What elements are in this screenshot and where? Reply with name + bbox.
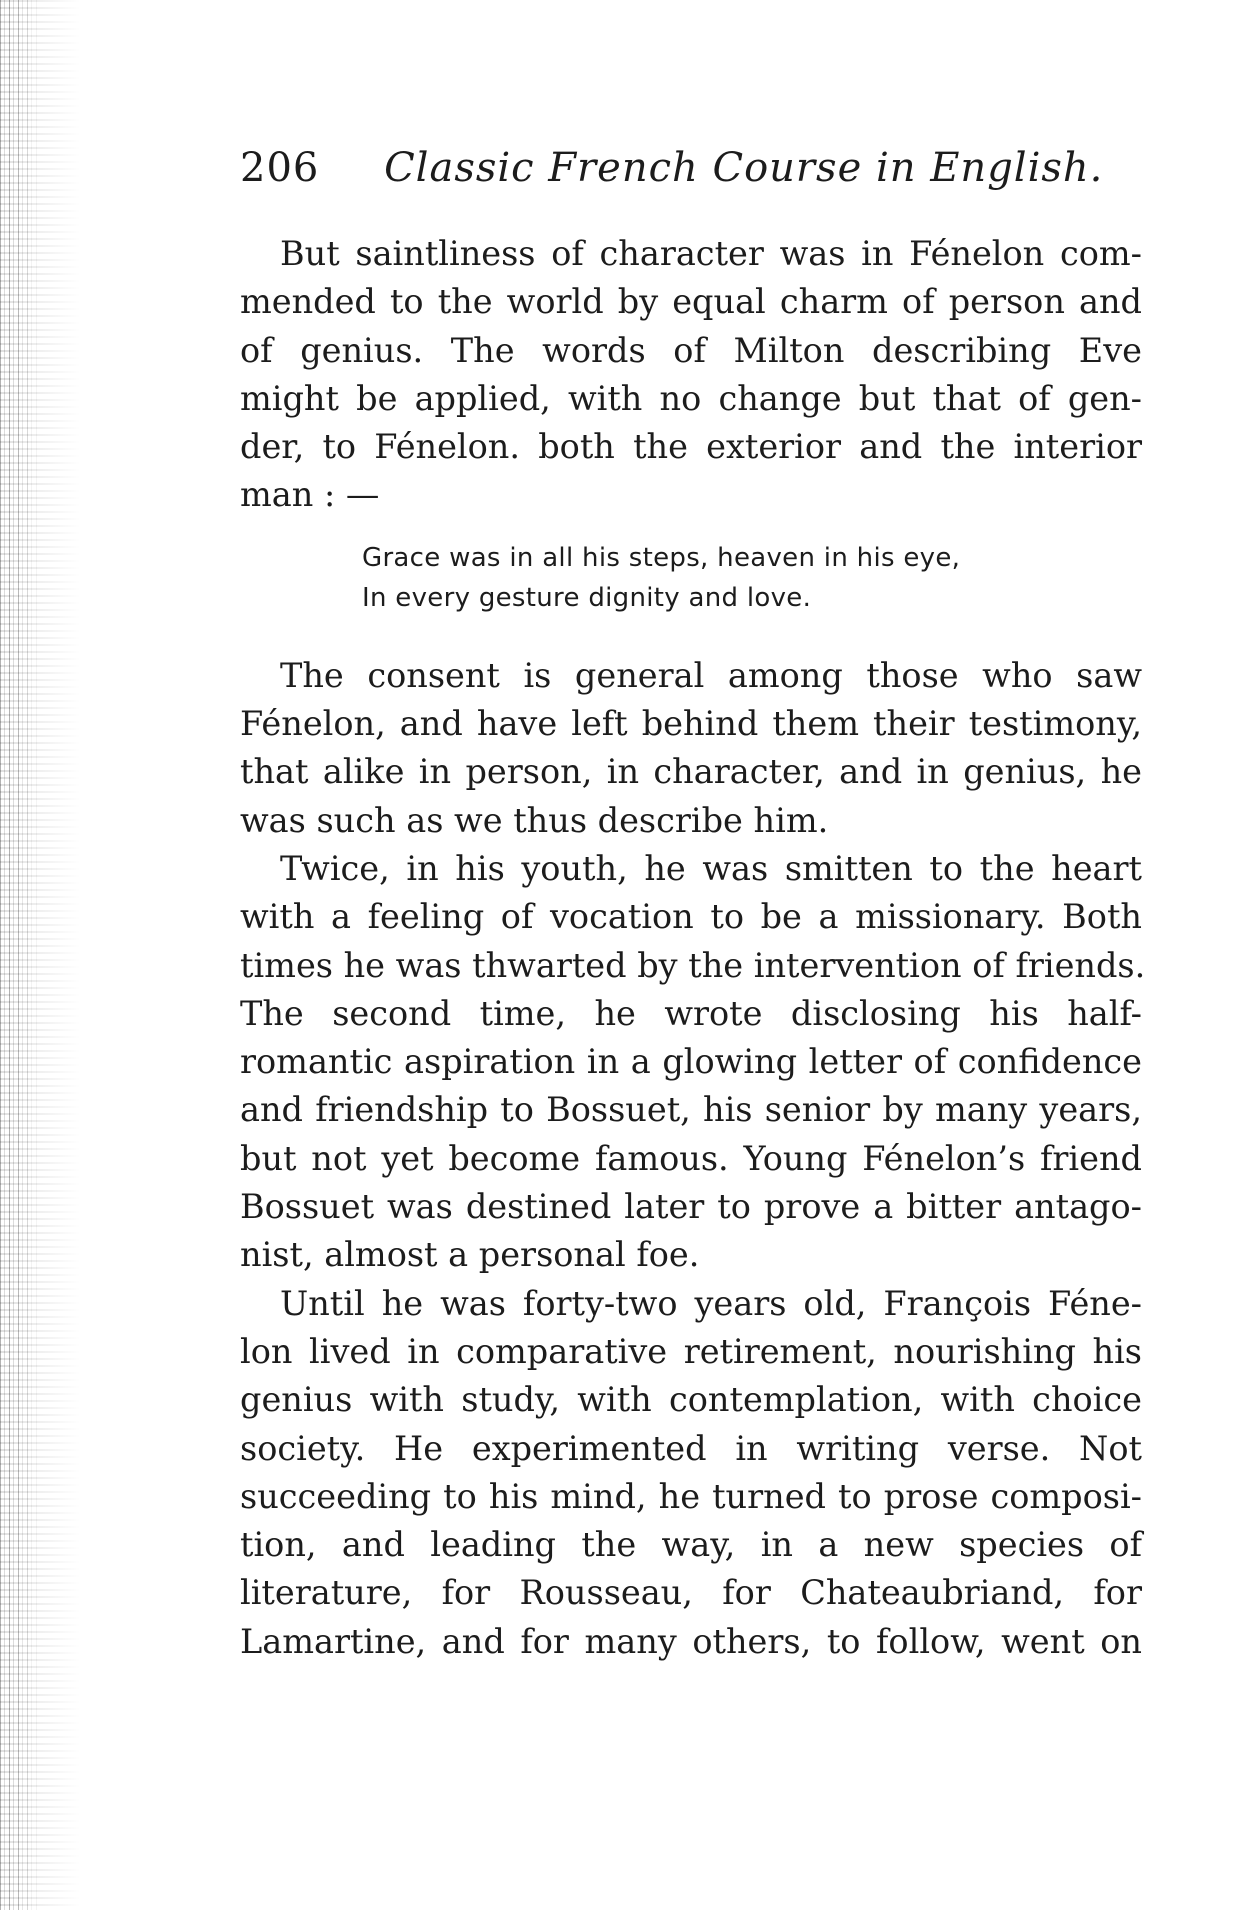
text-line: Fénelon, and have left behind them their testimony, xyxy=(240,704,1142,744)
text-line: der, to Fénelon. both the exterior and the interior xyxy=(240,427,1142,467)
text-column xyxy=(240,230,1146,1666)
text-line: mended to the world by equal charm of person and xyxy=(240,282,1142,322)
text-line: literature, for Rousseau, for Chateaubriand, for xyxy=(240,1573,1142,1613)
text-line: man : — xyxy=(240,475,380,515)
paragraph-vocation xyxy=(240,845,1146,1280)
text-line: romantic aspiration in a glowing letter of confidence xyxy=(240,1042,1142,1082)
running-header xyxy=(240,138,1180,198)
text-line: genius with study, with contemplation, with choice xyxy=(240,1380,1142,1420)
milton-quotation xyxy=(362,538,1142,618)
verse-line: Grace was in all his steps, heaven in his eye, xyxy=(362,542,961,573)
text-line: that alike in person, in character, and in genius, he xyxy=(240,752,1142,792)
text-line: and friendship to Bossuet, his senior by many years, xyxy=(240,1090,1142,1130)
scan-binding-shadow xyxy=(0,0,80,1910)
text-line: was such as we thus describe him. xyxy=(240,800,829,840)
text-line: Lamartine, and for many others, to follow, went on xyxy=(240,1621,1142,1661)
text-line: Until he was forty-two years old, François Féne- xyxy=(280,1283,1142,1323)
text-line: The second time, he wrote disclosing his half- xyxy=(240,993,1142,1033)
text-line: times he was thwarted by the intervention of friends. xyxy=(240,945,1146,985)
text-line: but not yet become famous. Young Fénelon’s friend xyxy=(240,1138,1142,1178)
text-line: Bossuet was destined later to prove a bitter antago- xyxy=(240,1187,1142,1227)
verse-spacer xyxy=(240,618,1142,652)
page-number: 206 xyxy=(240,145,320,191)
running-title: Classic French Course in English. xyxy=(384,145,1104,191)
verse-line: In every gesture dignity and love. xyxy=(362,582,812,613)
text-line: lon lived in comparative retirement, nourishing his xyxy=(240,1331,1142,1371)
text-line: might be applied, with no change but that of gen- xyxy=(240,378,1142,418)
paragraph-retirement xyxy=(240,1280,1142,1666)
text-line: succeeding to his mind, he turned to prose composi- xyxy=(240,1476,1142,1516)
text-line: society. He experimented in writing verse. Not xyxy=(240,1428,1142,1468)
text-line: with a feeling of vocation to be a missionary. Both xyxy=(240,897,1142,937)
text-line: nist, almost a personal foe. xyxy=(240,1235,700,1275)
paragraph-saintliness xyxy=(240,230,1142,520)
paragraph-consent xyxy=(240,652,1142,845)
text-line: Twice, in his youth, he was smitten to the heart xyxy=(280,848,1142,888)
text-line: The consent is general among those who saw xyxy=(280,655,1142,695)
text-line: of genius. The words of Milton describing Eve xyxy=(240,330,1142,370)
text-line: But saintliness of character was in Fénelon com- xyxy=(280,234,1142,273)
text-line: tion, and leading the way, in a new species of xyxy=(240,1525,1142,1565)
